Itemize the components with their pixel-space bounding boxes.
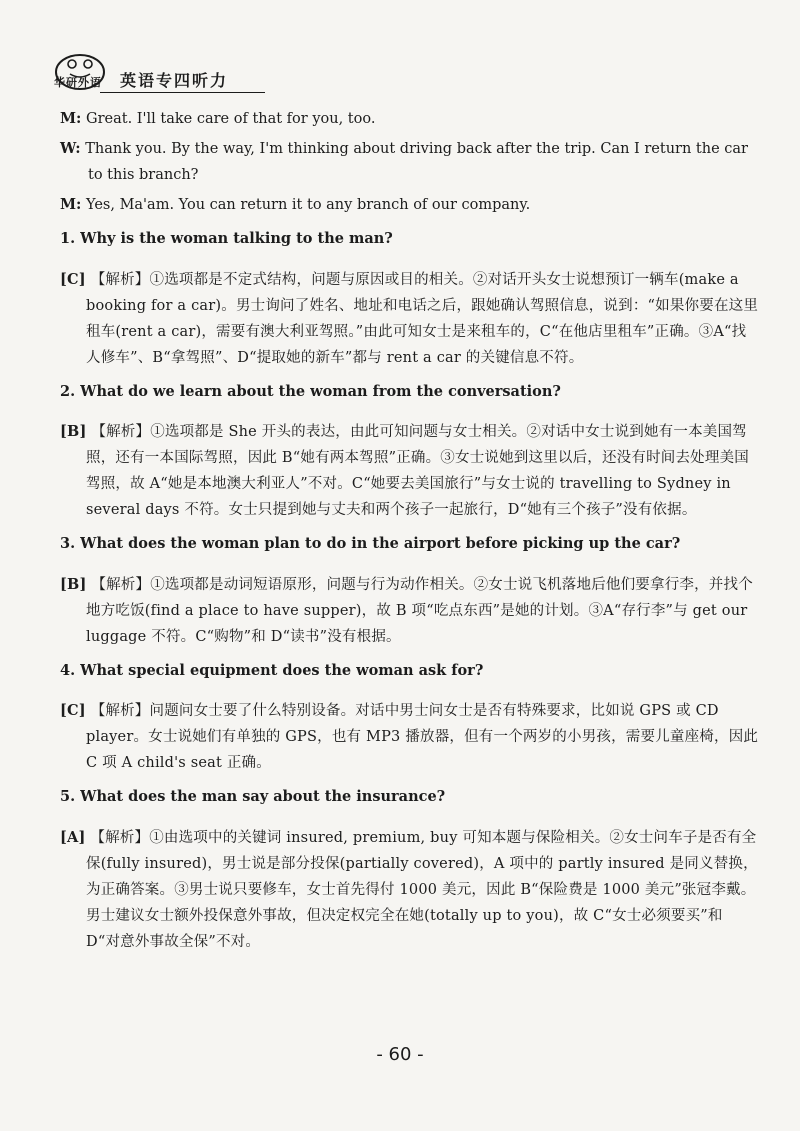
analysis-label: 【解析】 [90, 703, 150, 719]
answer-key: [C] [60, 270, 86, 288]
answer-analysis [60, 572, 760, 650]
dialog-text: Yes, Ma'am. You can return it to any branch of our company. [86, 197, 531, 213]
analysis-label: 【解析】 [91, 576, 151, 593]
answer-key: [B] [60, 423, 87, 440]
speaker-label: M: [60, 196, 82, 213]
page-header [44, 44, 744, 104]
analysis-text: ①选项都是动词短语原形，问题与行为动作相关。②女士说飞机落地后他们要拿行李，并找个地方吃饭(find a place to have supper)，故 B 项“吃点东西”是她的计划。③A“存行李”与 get our luggage 不符。C“购物”和 D“读书”没有根据。 [86, 576, 753, 645]
answer-analysis [60, 419, 760, 523]
answer-analysis [60, 698, 760, 776]
question-text: 4. What special equipment does the woman ask for? [60, 661, 484, 679]
analysis-label: 【解析】 [90, 271, 150, 288]
header-rule [100, 92, 265, 93]
question-text: 3. What does the woman plan to do in the airport before picking up the car? [60, 535, 681, 552]
question-block [60, 226, 760, 371]
dialog-line [60, 106, 760, 132]
answer-key: [B] [60, 575, 87, 593]
analysis-text: ①由选项中的关键词 insured, premium, buy 可知本题与保险相关。②女士问车子是否有全保(fully insured)，男士说是部分投保(partially covered)，A 项中的 partly insured 是同义替换，为正确答案。③男士说只要修车，女士首先得付 1000 美元，因此 B“保险费是 1000 美元”张冠李戴。男士建议女士额外投保意外事故，但决定权完全在她(totally up to you)，故 C“女士必须要买”和 D“对意外事故全保”不对。 [86, 829, 758, 950]
analysis-label: 【解析】 [90, 829, 150, 846]
header-title: 英语专四听力 [120, 71, 229, 90]
answer-key: [A] [60, 828, 86, 846]
analysis-text: ①选项都是 She 开头的表达，由此可知问题与女士相关。②对话中女士说到她有一本美国驾照，还有一本国际驾照，因此 B“她有两本驾照”正确。③女士说她到这里以后，还没有时间去处理美国驾照，故 A“她是本地澳大利亚人”不对。C“她要去美国旅行”与女士说的 travelling to Sydney in several days 不符。女士只提到她与丈夫和两个孩子一起旅行，D“她有三个孩子”没有依据。 [86, 424, 749, 518]
page-content [60, 106, 760, 959]
logo-text: 华研外语 [54, 76, 102, 89]
answer-analysis [60, 267, 760, 371]
dialog-line [60, 136, 760, 188]
dialog-text: Great. I'll take care of that for you, too. [86, 111, 376, 127]
question-block [60, 379, 760, 524]
question-text: 1. Why is the woman talking to the man? [60, 230, 393, 247]
question-block [60, 658, 760, 777]
answer-key: [C] [60, 702, 86, 719]
question-text: 2. What do we learn about the woman from the conversation? [60, 382, 561, 400]
question-block [60, 531, 760, 650]
analysis-text: 问题问女士要了什么特别设备。对话中男士问女士是否有特殊要求，比如说 GPS 或 CD player。女士说她们有单独的 GPS，也有 MP3 播放器，但有一个两岁的小男孩，需要儿童座椅，因此 C 项 A child's seat 正确。 [86, 703, 759, 771]
speaker-label: M: [60, 110, 82, 127]
dialog-text: Thank you. By the way, I'm thinking about driving back after the trip. Can I return the car to this branch? [85, 141, 748, 183]
speaker-label: W: [60, 140, 81, 157]
answer-analysis [60, 825, 760, 955]
question-text: 5. What does the man say about the insurance? [60, 788, 446, 805]
page-number: - 60 - [376, 1044, 424, 1065]
dialog-line [60, 192, 760, 218]
analysis-text: ①选项都是不定式结构，问题与原因或目的相关。②对话开头女士说想预订一辆车(make a booking for a car)。男士询问了姓名、地址和电话之后，跟她确认驾照信息，说到：“如果你要在这里租车(rent a car)，需要有澳大利亚驾照。”由此可知女士是来租车的，C“在他店里租车”正确。③A“找人修车”、B“拿驾照”、D“提取她的新车”都与 rent a car 的关键信息不符。 [86, 271, 759, 366]
question-block [60, 784, 760, 955]
analysis-label: 【解析】 [91, 424, 151, 440]
